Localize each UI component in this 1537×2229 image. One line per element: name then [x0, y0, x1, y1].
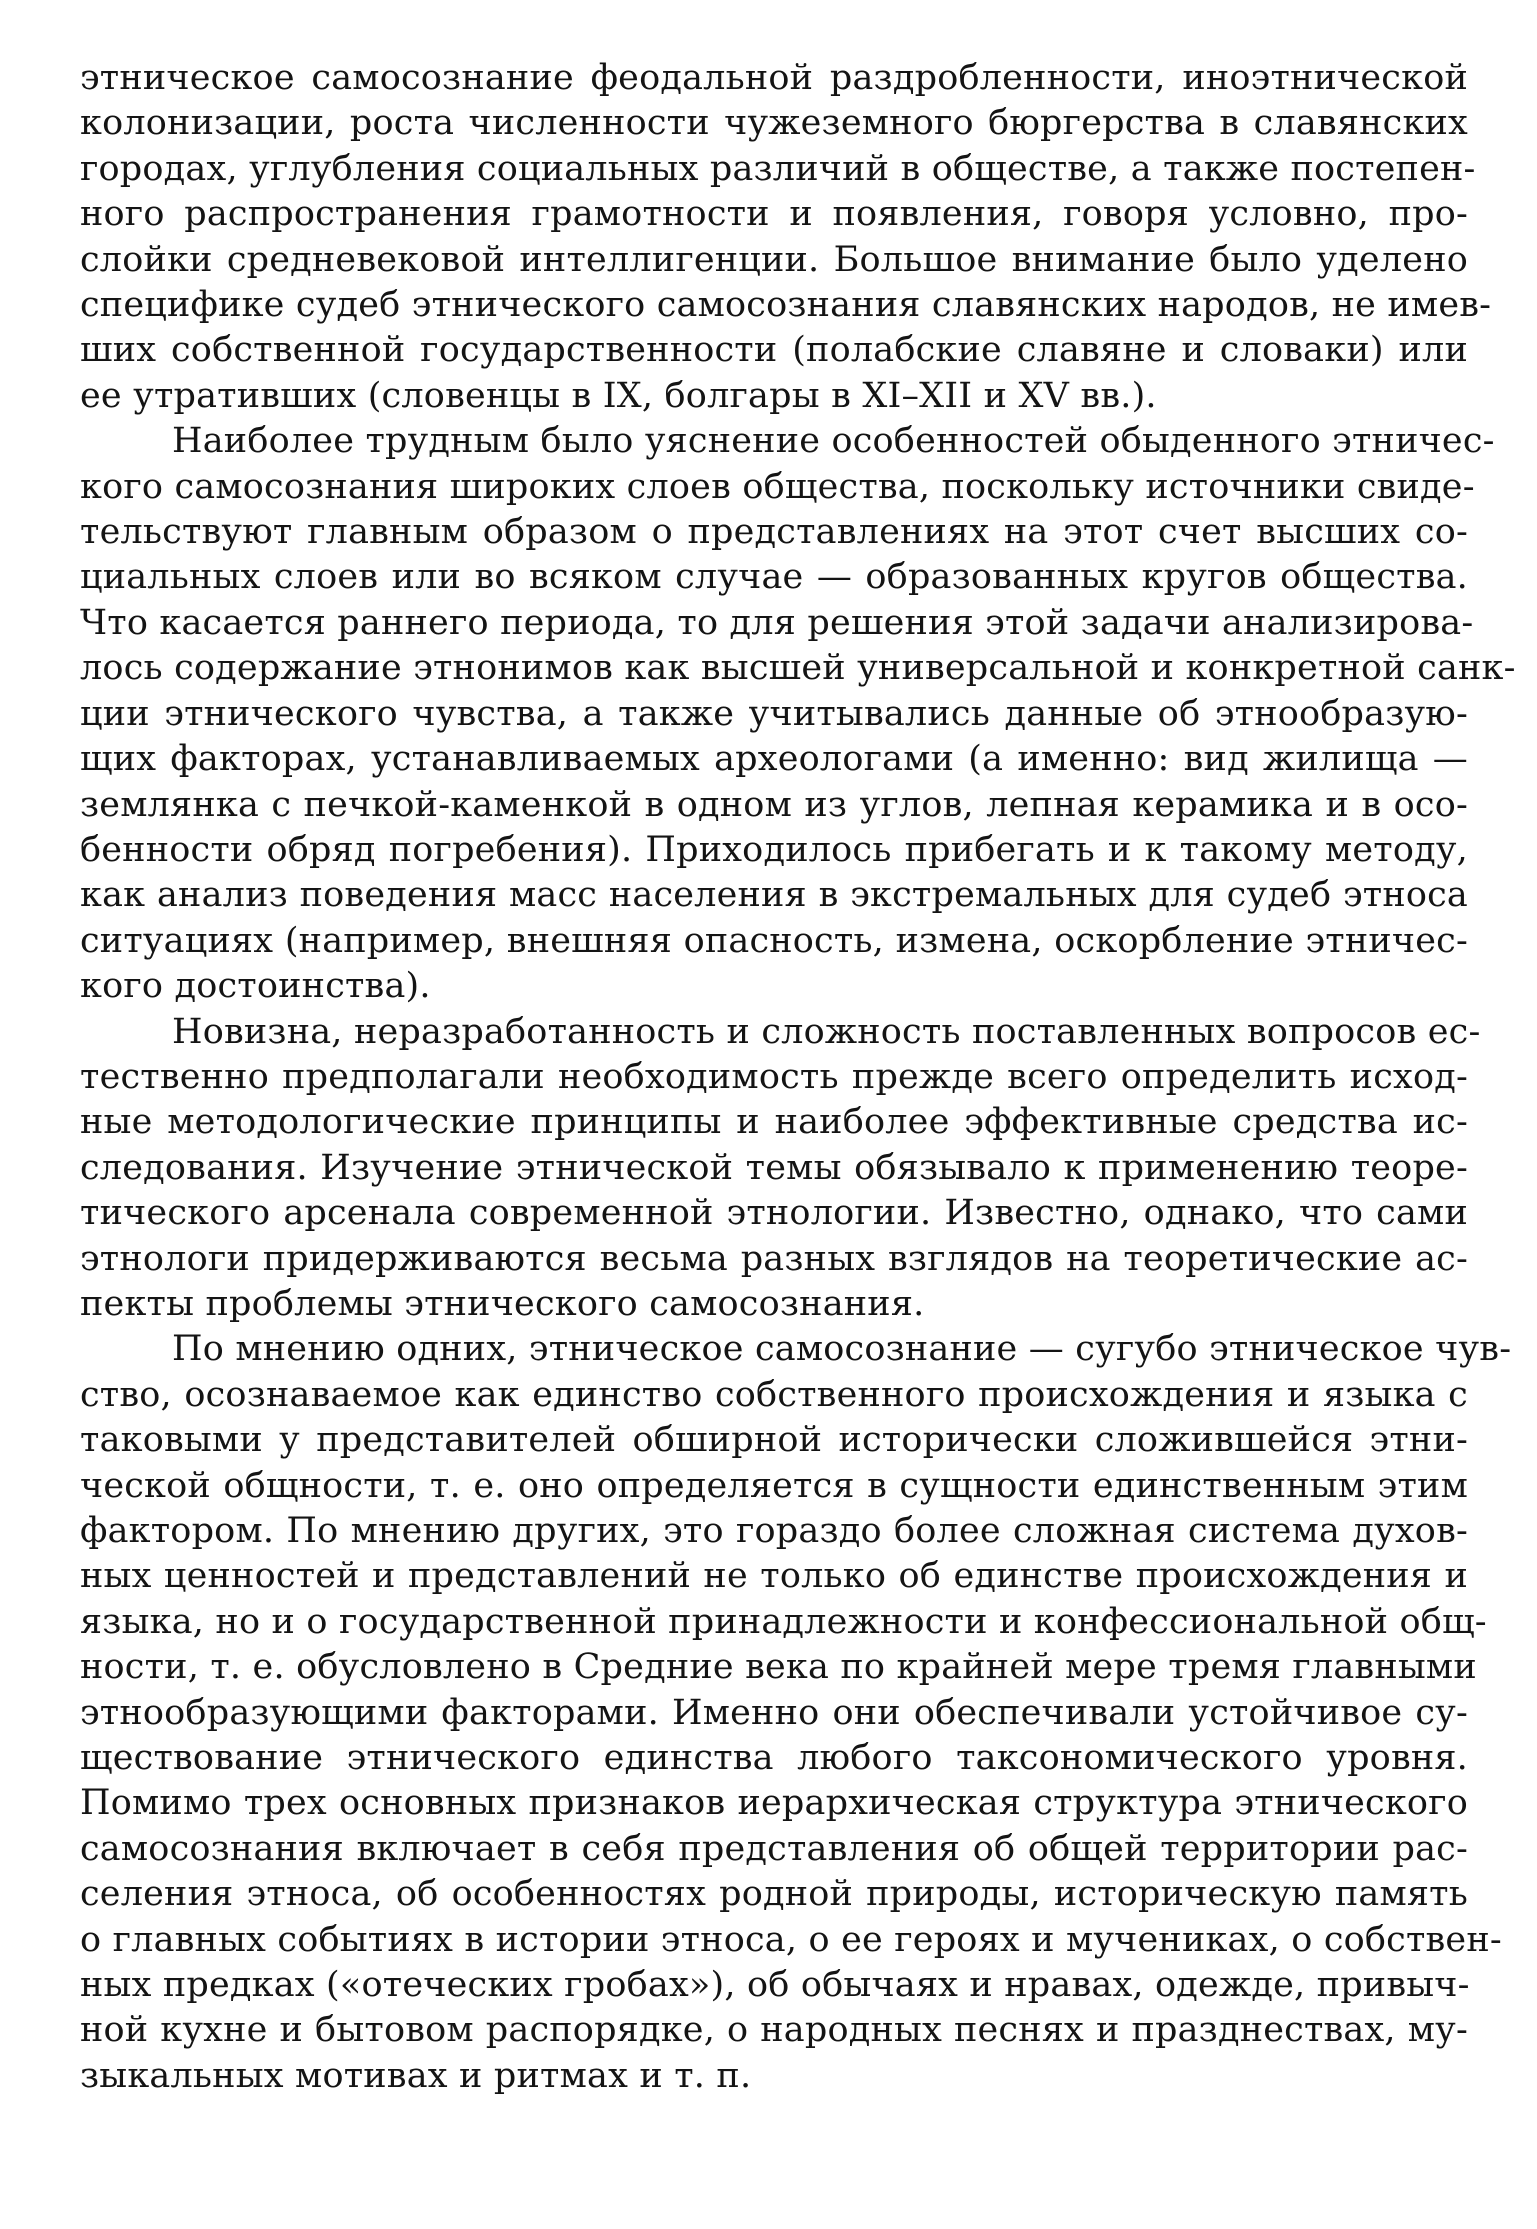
text-line: Наиболее трудным было уяснение особенностей обыденного этничес- — [172, 421, 1495, 462]
text-line: тического арсенала современной этнологии. Известно, однако, что сами — [80, 1193, 1468, 1234]
paragraph-1 — [80, 56, 1492, 419]
text-line: ческой общности, т. е. оно определяется в сущности единственным этим — [80, 1465, 1468, 1506]
text-line: специфике судеб этнического самосознания славянских народов, не имев- — [80, 285, 1492, 326]
text-line: колонизации, роста численности чужеземного бюргерства в славянских — [80, 103, 1468, 144]
text-line: пекты проблемы этнического самосознания. — [80, 1283, 925, 1324]
text-line: ных предках («отеческих гробах»), об обычаях и нравах, одежде, привыч- — [80, 1965, 1470, 2006]
text-line: языка, но и о государственной принадлежности и конфессиональной общ- — [80, 1601, 1487, 1642]
text-line: ситуациях (например, внешняя опасность, измена, оскорбление этничес- — [80, 920, 1468, 961]
text-line: этническое самосознание феодальной раздробленности, иноэтнической — [80, 58, 1468, 98]
text-line: городах, углубления социальных различий в обществе, а также постепен- — [80, 148, 1476, 189]
text-line: кого самосознания широких слоев общества, поскольку источники свиде- — [80, 466, 1475, 507]
text-line: лось содержание этнонимов как высшей универсальной и конкретной санк- — [80, 648, 1516, 689]
text-line: слойки средневековой интеллигенции. Большое внимание было уделено — [80, 239, 1468, 280]
text-line: Помимо трех основных признаков иерархическая структура этнического — [80, 1783, 1468, 1824]
text-line: кого достоинства). — [80, 966, 431, 1007]
text-line: ного распространения грамотности и появления, говоря условно, про- — [80, 194, 1468, 235]
text-line: фактором. По мнению других, это гораздо более сложная система духов- — [80, 1511, 1468, 1551]
text-line: этнологи придерживаются весьма разных взглядов на теоретические ас- — [80, 1238, 1468, 1279]
text-line: как анализ поведения масс населения в экстремальных для судеб этноса — [80, 875, 1468, 916]
document-page — [80, 56, 1516, 2099]
text-line: о главных событиях в истории этноса, о ее героях и мучениках, о собствен- — [80, 1919, 1502, 1960]
text-line: ности, т. е. обусловлено в Средние века по крайней мере тремя главными — [80, 1647, 1477, 1688]
text-line: землянка с печкой-каменкой в одном из углов, лепная керамика и в осо- — [80, 784, 1468, 825]
text-line: щих факторах, устанавливаемых археологами (а именно: вид жилища — — [80, 739, 1468, 780]
text-line: ных ценностей и представлений не только об единстве происхождения и — [80, 1556, 1468, 1597]
text-line: циальных слоев или во всяком случае — образованных кругов общества. — [80, 557, 1468, 598]
text-line: ществование этнического единства любого таксономического уровня. — [80, 1738, 1468, 1779]
text-line: Что касается раннего периода, то для решения этой задачи анализирова- — [80, 602, 1474, 643]
text-line: самосознания включает в себя представления об общей территории рас- — [80, 1828, 1468, 1869]
text-line: ство, осознаваемое как единство собственного происхождения и языка с — [80, 1374, 1468, 1415]
text-line: Новизна, неразработанность и сложность поставленных вопросов ес- — [172, 1011, 1481, 1052]
text-line: зыкальных мотивах и ритмах и т. п. — [80, 2055, 752, 2096]
text-line: ной кухне и бытовом распорядке, о народных песнях и празднествах, му- — [80, 2010, 1468, 2051]
text-line: ее утративших (словенцы в IX, болгары в XI–XII и XV вв.). — [80, 375, 1157, 416]
text-line: этнообразующими факторами. Именно они обеспечивали устойчивое су- — [80, 1692, 1468, 1733]
paragraph-2 — [80, 419, 1516, 1009]
text-line: селения этноса, об особенностях родной природы, историческую память — [80, 1874, 1468, 1915]
text-line: ции этнического чувства, а также учитывались данные об этнообразую- — [80, 693, 1468, 734]
text-line: бенности обряд погребения). Приходилось прибегать и к такому методу, — [80, 829, 1468, 870]
paragraph-4 — [80, 1327, 1512, 2099]
text-line: тельствуют главным образом о представлениях на этот счет высших со- — [80, 512, 1468, 553]
paragraph-3 — [80, 1010, 1481, 1328]
text-line: ших собственной государственности (полабские славяне и словаки) или — [80, 330, 1468, 371]
text-line: ные методологические принципы и наиболее эффективные средства ис- — [80, 1102, 1468, 1143]
text-line: таковыми у представителей обширной исторически сложившейся этни- — [80, 1420, 1468, 1461]
text-line: следования. Изучение этнической темы обязывало к применению теоре- — [80, 1147, 1468, 1188]
text-line: По мнению одних, этническое самосознание — сугубо этническое чув- — [172, 1329, 1512, 1370]
text-line: тественно предполагали необходимость прежде всего определить исход- — [80, 1056, 1468, 1097]
